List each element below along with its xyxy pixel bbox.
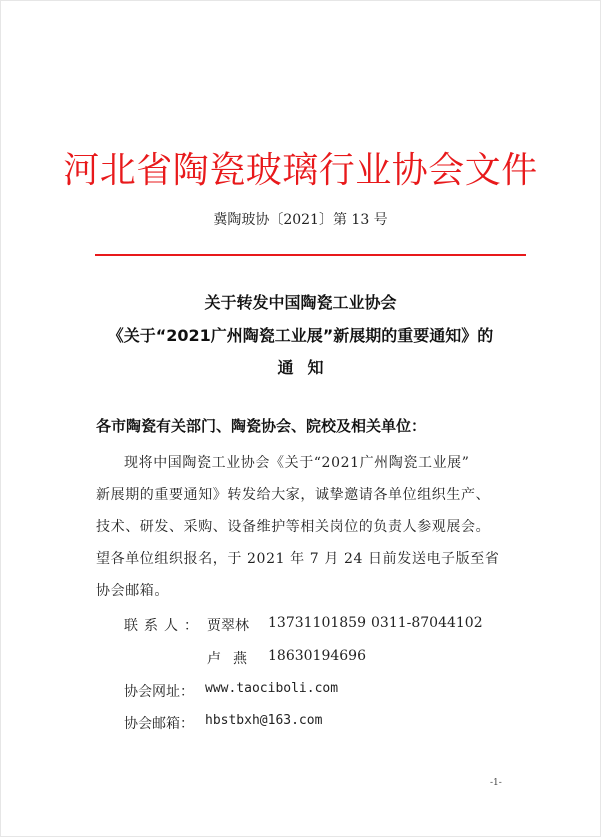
- contact-label: 联系人：: [124, 618, 204, 634]
- salutation: 各市陶瓷有关部门、陶瓷协会、院校及相关单位：: [96, 417, 427, 435]
- contact-person2-phone: 18630194696: [268, 648, 366, 664]
- page-number: -1-: [490, 778, 502, 788]
- contact-person1-mobile: 13731101859: [268, 615, 366, 631]
- contact-person2-name: 卢燕: [207, 651, 259, 667]
- website-label: 协会网址：: [124, 684, 194, 700]
- notice-heading-line2: 《关于“2021广州陶瓷工业展”新展期的重要通知》的: [107, 326, 494, 345]
- body-line: 技术、研发、采购、设备维护等相关岗位的负责人参观展会。: [96, 519, 491, 535]
- email-link[interactable]: hbstbxh@163.com: [205, 713, 323, 728]
- website-link[interactable]: www.taociboli.com: [205, 681, 339, 696]
- notice-heading-line3: 通知: [277, 358, 338, 377]
- notice-heading-line1: 关于转发中国陶瓷工业协会: [204, 293, 397, 312]
- body-line: 望各单位组织报名，于 2021 年 7 月 24 日前发送电子版至省: [96, 551, 500, 567]
- document-number: 冀陶玻协〔2021〕第 13 号: [213, 212, 388, 228]
- body-line: 新展期的重要通知》转发给大家，诚挚邀请各单位组织生产、: [96, 487, 491, 503]
- contact-person1-office: 0311-87044102: [371, 615, 483, 631]
- body-line: 现将中国陶瓷工业协会《关于“2021广州陶瓷工业展”: [124, 455, 470, 471]
- body-line: 协会邮箱。: [96, 583, 169, 599]
- email-label: 协会邮箱：: [124, 716, 194, 732]
- red-divider: [95, 254, 526, 256]
- contact-person1-name: 贾翠林: [207, 618, 249, 634]
- document-title: 河北省陶瓷玻璃行业协会文件: [63, 150, 538, 191]
